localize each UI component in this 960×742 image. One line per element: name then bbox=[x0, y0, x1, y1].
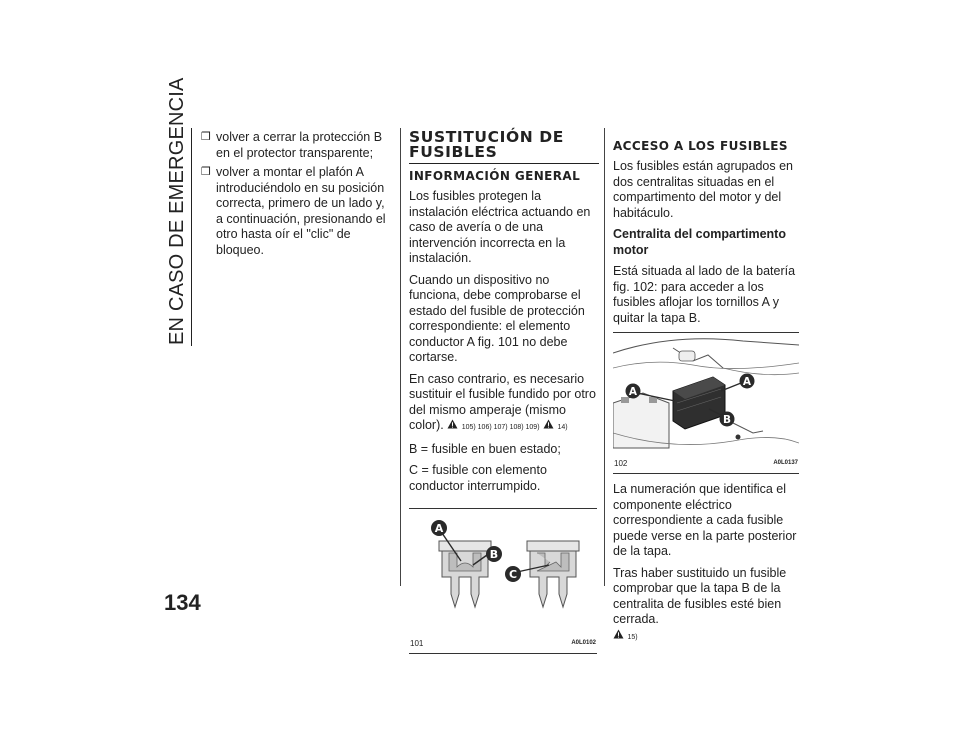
list-item bbox=[201, 165, 387, 258]
callout-a-right bbox=[740, 374, 755, 389]
fuse-illustration bbox=[409, 509, 597, 639]
subsection-heading: INFORMACIÓN GENERAL bbox=[409, 169, 581, 183]
warning-references: 14) bbox=[557, 424, 568, 431]
callout-b bbox=[720, 412, 735, 427]
list-item-text: volver a montar el plafón A introduciéndolo en su posición correcta, primero de un lado y, a continuación, presionando el otro hasta oír el "clic" de bloqueo. bbox=[216, 165, 386, 257]
good-fuse bbox=[439, 541, 491, 607]
warning-icon bbox=[447, 419, 458, 429]
figure-code: A0L0137 bbox=[773, 459, 798, 466]
callout-a-left bbox=[626, 384, 641, 399]
figure-102 bbox=[613, 332, 799, 474]
list-item bbox=[201, 130, 387, 161]
paragraph: Está situada al lado de la batería fig. 102: para acceder a los fusibles aflojar los tornillos A y quitar la tapa B. bbox=[613, 264, 796, 325]
svg-text:C: C bbox=[508, 568, 518, 581]
column-3 bbox=[613, 130, 799, 651]
paragraph-text: En caso contrario, es necesario sustituir el fusible fundido por otro del mismo amperaje (mismo color). bbox=[409, 371, 596, 432]
figure-number: 102 bbox=[614, 458, 628, 468]
warning-references: 15) bbox=[627, 633, 638, 641]
warning-references: 105) 106) 107) 108) 109) bbox=[461, 424, 540, 431]
svg-text:A: A bbox=[742, 376, 752, 388]
column-divider-1 bbox=[400, 128, 401, 586]
paragraph-heading: Centralita del compartimento motor bbox=[613, 227, 786, 257]
svg-text:A: A bbox=[434, 522, 444, 535]
svg-text:B: B bbox=[722, 414, 732, 426]
checkbox-bullet-icon: ❒ bbox=[201, 131, 211, 143]
figure-bottom-rule bbox=[409, 653, 597, 654]
page-number: 134 bbox=[164, 590, 201, 615]
callout-b bbox=[486, 546, 502, 562]
checkbox-bullet-icon: ❒ bbox=[201, 166, 211, 178]
svg-text:A: A bbox=[628, 386, 638, 398]
paragraph: B = fusible en buen estado; bbox=[409, 441, 561, 456]
paragraph bbox=[409, 372, 599, 436]
paragraph: Cuando un dispositivo no funciona, debe comprobarse el estado del fusible de protección correspondiente: el elemento conductor A fig. 101 no debe cortarse. bbox=[409, 272, 585, 364]
warning-icon bbox=[543, 419, 554, 429]
figure-number: 101 bbox=[410, 638, 424, 648]
figure-code: A0L0102 bbox=[571, 639, 596, 646]
paragraph: C = fusible con elemento conductor interrumpido. bbox=[409, 463, 547, 493]
callout-c bbox=[505, 566, 521, 582]
section-title: EN CASO DE EMERGENCIA bbox=[166, 77, 188, 345]
section-heading: SUSTITUCIÓN DE FUSIBLES bbox=[409, 130, 599, 164]
figure-bottom-rule bbox=[613, 473, 799, 474]
blown-fuse bbox=[527, 541, 579, 607]
paragraph: La numeración que identifica el componente eléctrico correspondiente a cada fusible puede verse en la parte posterior de la tapa. bbox=[613, 482, 797, 558]
callout-a bbox=[431, 520, 447, 536]
column-2 bbox=[409, 130, 599, 654]
paragraph: Los fusibles protegen la instalación eléctrica actuando en caso de avería o de una intervención incorrecta en la instalación. bbox=[409, 189, 591, 265]
section-divider bbox=[191, 128, 192, 346]
engine-fuse-box-illustration bbox=[613, 333, 799, 457]
list-item-text: volver a cerrar la protección B en el protector transparente; bbox=[216, 130, 383, 160]
warning-icon bbox=[613, 629, 624, 639]
paragraph-text: Tras haber sustituido un fusible comprobar que la tapa B de la centralita de fusibles esté bien cerrada. bbox=[613, 565, 787, 626]
paragraph bbox=[613, 566, 799, 646]
column-1 bbox=[201, 130, 387, 262]
svg-text:B: B bbox=[489, 548, 499, 561]
paragraph: Los fusibles están agrupados en dos centralitas situadas en el compartimento del motor y del habitáculo. bbox=[613, 159, 793, 220]
figure-101 bbox=[409, 508, 597, 654]
column-divider-2 bbox=[604, 128, 605, 586]
subsection-heading: ACCESO A LOS FUSIBLES bbox=[613, 139, 788, 153]
